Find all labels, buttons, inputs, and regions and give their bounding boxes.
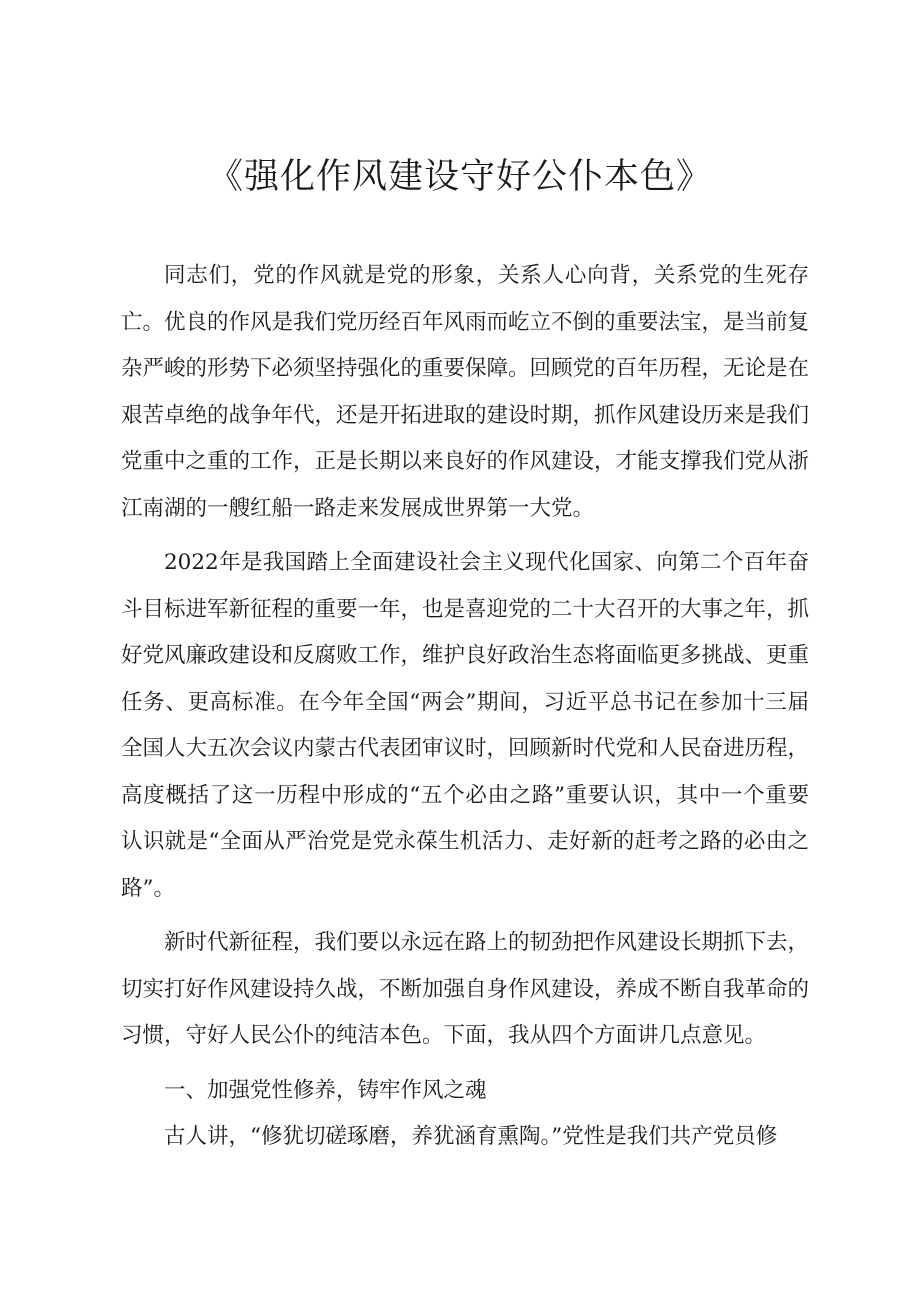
paragraph-2022: 2022年是我国踏上全面建设社会主义现代化国家、向第二个百年奋斗目标进军新征程的重要一年，也是喜迎党的二十大召开的大事之年，抓好党风廉政建设和反腐败工作，维护良好政治生态将面临更多挑战、更重任务、更高标准。在今年全国“两会”期间，习近平总书记在参加十三届全国人大五次会议内蒙古代表团审议时，回顾新时代党和人民奋进历程，高度概括了这一历程中形成的“五个必由之路”重要认识，其中一个重要认识就是“全面从严治党是党永葆生机活力、走好新的赶考之路的必由之路”。 xyxy=(121,550,810,901)
paragraph-ancient-quote: 古人讲，“修犹切磋琢磨，养犹涵育熏陶。”党性是我们共产党员修 xyxy=(164,1124,778,1149)
paragraph-new-era: 新时代新征程，我们要以永远在路上的韧劲把作风建设长期抓下去，切实打好作风建设持久战，不断加强自身作风建设，养成不断自我革命的习惯，守好人民公仆的纯洁本色。下面，我从四个方面讲几点意见。 xyxy=(121,930,810,1048)
document-title: 《强化作风建设守好公仆本色》 xyxy=(207,157,712,197)
section-heading: 一、加强党性修养，铸牢作风之魂 xyxy=(164,1077,487,1103)
document-body xyxy=(121,253,809,1161)
paragraph-intro: 同志们，党的作风就是党的形象，关系人心向背，关系党的生死存亡。优良的作风是我们党历经百年风雨而屹立不倒的重要法宝，是当前复杂严峻的形势下必须坚持强化的重要保障。回顾党的百年历程，无论是在艰苦卓绝的战争年代，还是开拓进取的建设时期，抓作风建设历来是我们党重中之重的工作，正是长期以来良好的作风建设，才能支撑我们党从浙江南湖的一艘红船一路走来发展成世界第一大党。 xyxy=(121,263,810,521)
